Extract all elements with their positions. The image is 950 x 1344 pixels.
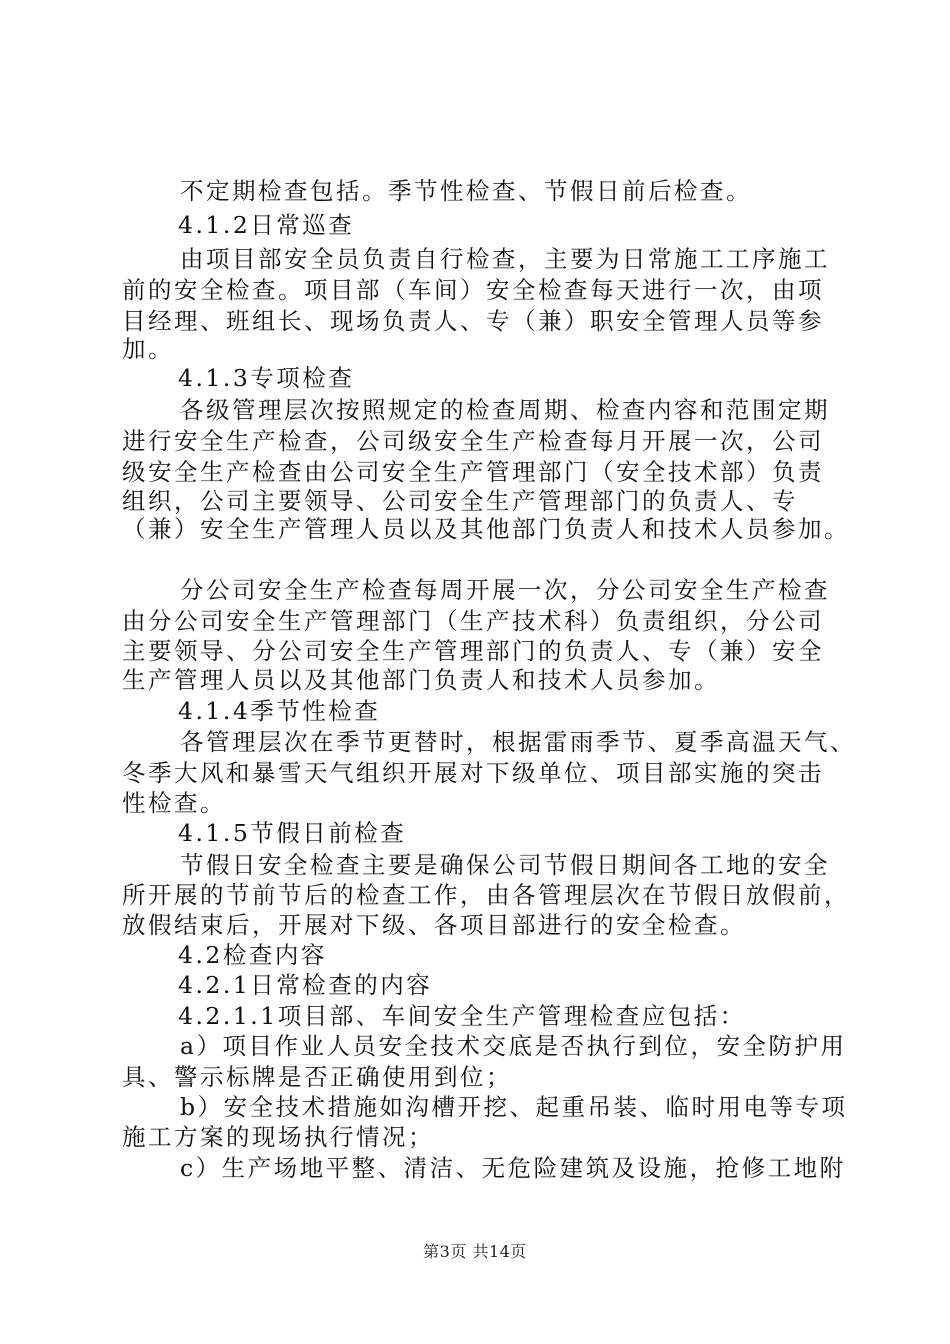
text-line: 各级管理层次按照规定的检查周期、检查内容和范围定期	[180, 396, 830, 424]
text-line: 由分公司安全生产管理部门（生产技术科）负责组织，分公司	[122, 607, 824, 635]
text-line: （兼）安全生产管理人员以及其他部门负责人和技术人员参加。	[122, 515, 850, 543]
text-line: 进行安全生产检查，公司级安全生产检查每月开展一次，公司	[122, 427, 824, 455]
text-line: 不定期检查包括。季节性检查、节假日前后检查。	[180, 177, 752, 205]
section-heading: 4.1.2日常巡查	[178, 211, 355, 239]
section-heading: 4.1.4季节性检查	[178, 697, 381, 725]
section-heading: 4.2检查内容	[178, 941, 327, 969]
text-line: 级安全生产检查由公司安全生产管理部门（安全技术部）负责	[122, 458, 824, 486]
text-line: 各管理层次在季节更替时，根据雷雨季节、夏季高温天气、	[180, 728, 856, 756]
text-line: 所开展的节前节后的检查工作，由各管理层次在节假日放假前，	[122, 881, 850, 909]
text-line: 目经理、班组长、现场负责人、专（兼）职安全管理人员等参	[122, 307, 824, 335]
section-heading: 4.1.5节假日前检查	[178, 819, 407, 847]
text-line: 性检查。	[122, 789, 226, 817]
text-line: 放假结束后，开展对下级、各项目部进行的安全检查。	[122, 911, 746, 939]
text-line: 由项目部安全员负责自行检查，主要为日常施工工序施工	[180, 245, 830, 273]
section-heading: 4.2.1.1项目部、车间安全生产管理检查应包括：	[178, 1002, 746, 1030]
text-line: 主要领导、分公司安全生产管理部门的负责人、专（兼）安全	[122, 637, 824, 665]
text-line: 分公司安全生产检查每周开展一次，分公司安全生产检查	[180, 576, 830, 604]
text-line: 加。	[122, 335, 174, 363]
text-line: 冬季大风和暴雪天气组织开展对下级单位、项目部实施的突击	[122, 759, 824, 787]
text-line: 节假日安全检查主要是确保公司节假日期间各工地的安全	[180, 851, 830, 879]
text-line: 组织，公司主要领导、公司安全生产管理部门的负责人、专	[122, 487, 798, 515]
section-heading: 4.1.3专项检查	[178, 364, 355, 392]
page-number-footer: 第3页 共14页	[423, 1242, 527, 1261]
text-line: 施工方案的现场执行情况；	[122, 1123, 434, 1151]
list-item: b）安全技术措施如沟槽开挖、起重吊装、临时用电等专项	[180, 1093, 848, 1121]
text-line: 前的安全检查。项目部（车间）安全检查每天进行一次，由项	[122, 276, 824, 304]
section-heading: 4.2.1日常检查的内容	[178, 971, 433, 999]
list-item: c）生产场地平整、清洁、无危险建筑及设施，抢修工地附	[180, 1154, 846, 1182]
text-line: 生产管理人员以及其他部门负责人和技术人员参加。	[122, 666, 720, 694]
list-item: a）项目作业人员安全技术交底是否执行到位，安全防护用	[180, 1032, 847, 1060]
text-line: 具、警示标牌是否正确使用到位；	[122, 1063, 512, 1091]
